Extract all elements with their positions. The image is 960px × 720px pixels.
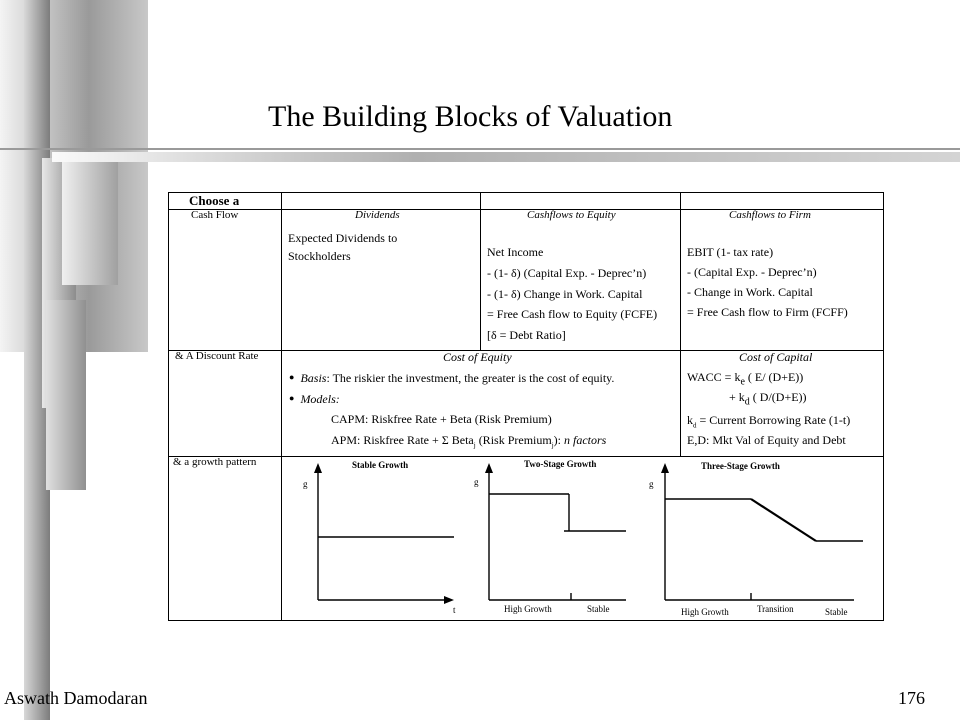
- three-stage-y-arrow: [661, 463, 669, 473]
- fcfe-line: - (1- δ) Change in Work. Capital: [487, 287, 643, 301]
- title-rule: [0, 148, 960, 150]
- fcfe-line: [δ = Debt Ratio]: [487, 328, 566, 342]
- apm-part: APM: Riskfree Rate + Σ Beta: [331, 433, 474, 447]
- wacc-part: ( E/ (D+E)): [744, 370, 804, 384]
- models-label: Models:: [300, 392, 340, 406]
- dividends-line: Expected Dividends to: [288, 231, 398, 245]
- table-rule: [680, 193, 681, 456]
- apm-subscript: j: [551, 441, 554, 450]
- wacc-subscript: d: [744, 396, 750, 408]
- header-cost-of-capital: Cost of Capital: [739, 350, 813, 364]
- author-footer: Aswath Damodaran: [4, 688, 148, 708]
- fcff-line: EBIT (1- tax rate): [687, 245, 774, 259]
- wacc-part: ( D/(D+E)): [749, 390, 807, 404]
- basis-term: Basis: [300, 371, 327, 385]
- fcff-line: - Change in Work. Capital: [687, 285, 813, 299]
- basis-text: : The riskier the investment, the greater is the cost of equity.: [326, 371, 615, 385]
- page-number: 176: [898, 688, 925, 708]
- fcfe-line: Net Income: [487, 245, 544, 259]
- header-cashflows-equity: Cashflows to Equity: [527, 209, 616, 221]
- apm-line: [331, 433, 606, 449]
- header-cashflows-firm: Cashflows to Firm: [729, 209, 811, 221]
- three-stage-high-label: High Growth: [681, 607, 729, 617]
- decor-gradient-bar: [62, 160, 118, 285]
- header-dividends: Dividends: [355, 209, 400, 221]
- fcfe-line: = Free Cash flow to Equity (FCFE): [487, 307, 658, 321]
- three-stage-y-label: g: [649, 479, 654, 489]
- wacc-part: + k: [729, 390, 745, 404]
- row-label-cash-flow: Cash Flow: [191, 209, 239, 221]
- three-stage-stable-label: Stable: [825, 607, 848, 617]
- three-stage-transition-line: [751, 499, 816, 541]
- wacc-line: [687, 370, 803, 387]
- two-stage-title: Two-Stage Growth: [524, 459, 597, 469]
- stable-y-arrow: [314, 463, 322, 473]
- fcff-line: - (Capital Exp. - Deprec’n): [687, 265, 817, 279]
- apm-part: ):: [553, 433, 564, 447]
- wacc-debt-line: [729, 390, 807, 407]
- wacc-part: WACC = k: [687, 370, 741, 384]
- dividends-line: Stockholders: [288, 249, 351, 263]
- kd-subscript: d: [693, 421, 697, 430]
- apm-subscript: j: [473, 441, 476, 450]
- stable-x-label: t: [453, 605, 456, 615]
- stable-y-label: g: [303, 479, 308, 489]
- three-stage-title: Three-Stage Growth: [701, 461, 780, 471]
- stable-x-arrow: [444, 596, 454, 604]
- capm-line: CAPM: Riskfree Rate + Beta (Risk Premium): [331, 412, 552, 426]
- title-rule-shadow: [52, 152, 960, 162]
- two-stage-y-label: g: [474, 477, 479, 487]
- stable-title: Stable Growth: [352, 460, 409, 470]
- basis-bullet: ● Basis: The riskier the investment, the greater is the cost of equity.: [289, 371, 615, 385]
- corner-label: Choose a: [189, 193, 240, 208]
- decor-gradient-bar: [46, 300, 86, 490]
- ed-line: E,D: Mkt Val of Equity and Debt: [687, 433, 846, 447]
- valuation-table: [168, 192, 884, 621]
- apm-part: (Risk Premium: [475, 433, 552, 447]
- two-stage-high-label: High Growth: [504, 604, 552, 614]
- row-label-discount-rate: & A Discount Rate: [175, 350, 259, 362]
- two-stage-stable-label: Stable: [587, 604, 610, 614]
- kd-part: = Current Borrowing Rate (1-t): [696, 413, 851, 427]
- apm-factors: n factors: [564, 433, 607, 447]
- header-cost-of-equity: Cost of Equity: [443, 350, 512, 364]
- three-stage-transition-label: Transition: [757, 604, 794, 614]
- growth-diagrams: [281, 457, 883, 620]
- wacc-subscript: e: [740, 376, 745, 388]
- table-rule: [480, 193, 481, 350]
- models-bullet: ● Models:: [289, 392, 340, 406]
- row-label-growth-pattern: & a growth pattern: [173, 456, 257, 468]
- slide-title: The Building Blocks of Valuation: [268, 100, 673, 133]
- kd-part: k: [687, 413, 693, 427]
- fcff-line: = Free Cash flow to Firm (FCFF): [687, 305, 848, 319]
- kd-line: [687, 413, 850, 429]
- fcfe-line: - (1- δ) (Capital Exp. - Deprec’n): [487, 266, 647, 280]
- two-stage-y-arrow: [485, 463, 493, 473]
